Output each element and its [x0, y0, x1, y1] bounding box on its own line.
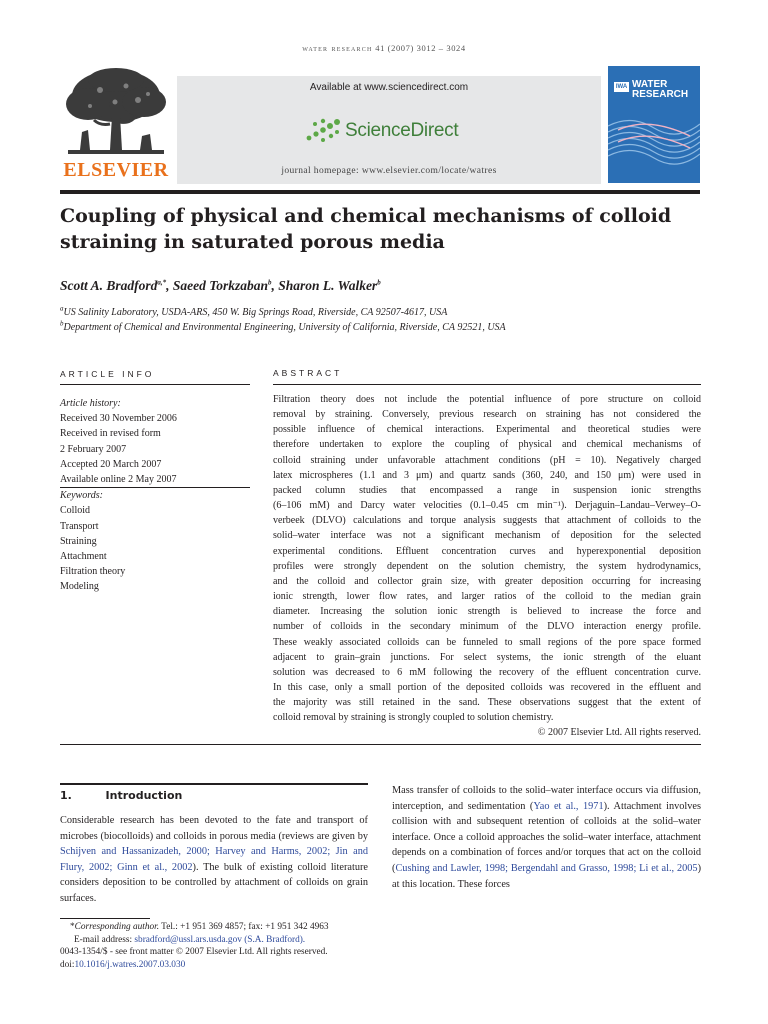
doi-line [60, 959, 380, 972]
abstract-line: In this case, only a small portion of the deposited colloids was recovered in the effluent and [273, 681, 701, 693]
email-note [60, 934, 380, 947]
author-affil-mark: b [268, 278, 272, 287]
keywords-label: Keywords: [60, 490, 103, 502]
citation-link[interactable]: Schijven and Hassanizadeh, 2000; Harvey and Harms, 2002; Jin and Flury, 2002; Ginn et al., 2002 [60, 846, 368, 873]
affiliation-text: US Salinity Laboratory, USDA-ARS, 450 W. Big Springs Road, Riverside, CA 92507-4617, USA [63, 307, 448, 318]
title-line1: Coupling of physical and chemical mechanisms of colloid [60, 205, 672, 227]
author-affil-mark: a,* [157, 278, 167, 287]
abstract-line: possible influence of chemical interactions. Experimental and theoretical studies were [273, 424, 701, 436]
section-heading [60, 789, 182, 802]
header-rule [60, 190, 700, 194]
abstract-line: therefore undertaken to explore the coupling of physical and chemical mechanisms of [273, 439, 701, 451]
author-name: Saeed Torkzaban [172, 278, 269, 293]
publisher-name: ELSEVIER [63, 159, 169, 181]
author-list [60, 278, 700, 294]
abstract-line: solution was decreased to 6 mM following the recovery of the effluent concentration curve. [273, 666, 701, 678]
citation-link[interactable]: Yao et al., 1971 [533, 800, 604, 812]
abstract-line: experimental conditions. Effluent concentration curves and hyperexponential deposition [273, 545, 701, 557]
abstract-line: colloid removal by straining is strongly coupled to solution chemistry. [273, 712, 554, 724]
abstract-line: solid–water interface was not a significant mechanism of deposition for the selected [273, 530, 701, 542]
intro-right-column [392, 783, 701, 892]
keyword: Straining [60, 535, 97, 547]
doi-link[interactable]: 10.1016/j.watres.2007.03.030 [74, 959, 186, 970]
author-name: Scott A. Bradford [60, 278, 158, 293]
affiliation-b [60, 319, 700, 333]
doi-label: doi: [60, 959, 75, 970]
history-item: Available online 2 May 2007 [60, 472, 250, 488]
footnotes [60, 921, 380, 971]
sciencedirect-logo [303, 116, 503, 156]
journal-homepage-link[interactable]: journal homepage: www.elsevier.com/locate/watres [281, 166, 497, 176]
abstract-line: diameter. Increasing the solution ionic strength is believed to increase the force and [273, 606, 701, 618]
abstract-line: colloid straining under unfavorable attachment conditions (pH = 10). Negatively charged [273, 454, 701, 466]
affiliation-mark: a [60, 304, 64, 313]
keyword: Attachment [60, 551, 107, 563]
affiliation-text: Department of Chemical and Environmental Engineering, University of California, Riverside, CA 92521, USA [63, 322, 506, 333]
author-affil-mark: b [377, 278, 381, 287]
available-at-link[interactable]: Available at www.sciencedirect.com [309, 82, 469, 93]
body-text-run: Considerable research has been devoted to the fate and transport of microbes (biocolloids) and colloids in porous media (reviews are given by [60, 815, 368, 842]
abstract-copyright: © 2007 Elsevier Ltd. All rights reserved. [537, 727, 701, 739]
footnote-rule [60, 918, 150, 919]
cover-wave-art [608, 66, 700, 183]
keyword: Transport [60, 520, 99, 532]
tel-fax: Tel.: +1 951 369 4857; fax: +1 951 342 4963 [159, 922, 329, 932]
history-item: Accepted 20 March 2007 [60, 458, 162, 470]
sciencedirect-dots-icon [303, 116, 343, 146]
keyword: Modeling [60, 581, 99, 593]
body-text-run: ). The bulk of existing colloid literature considers deposition to be controlled by attachment of colloids on grain surfaces. [60, 861, 368, 904]
abstract-line: profiles were strongly dependent on the solution chemistry, the system hydrodynamics, [273, 560, 701, 572]
body-text-run: ) at this location. These forces [392, 862, 701, 890]
abstract-line: packed column studies that encompassed a range in suspension ionic strengths [273, 484, 701, 496]
intro-left-column [60, 813, 368, 907]
cover-title-line1: WATER [632, 79, 668, 90]
history-item: Received in revised form [60, 428, 161, 440]
tree-of-knowledge-icon [60, 66, 172, 158]
corresponding-author-note: *Corresponding author. Tel.: +1 951 369 4857; fax: +1 951 342 4963 [70, 922, 329, 932]
abstract-line: and the colloid and collector grain size, with greater deposition occurring for increasing [273, 575, 701, 587]
abstract-rule [273, 384, 701, 385]
sciencedirect-panel [177, 76, 601, 184]
author-separator: , [166, 278, 173, 293]
abstract-line: verbeek (DLVO) calculations and torque analysis suggests that attachment of colloids to the [273, 515, 701, 527]
info-rule [60, 384, 250, 385]
article-title [60, 203, 700, 255]
email-label: E-mail address: [74, 934, 135, 945]
article-info [60, 396, 250, 595]
abstract-body [273, 392, 701, 741]
abstract-line: Filtration theory does not include the potential influence of pore structure on colloid [273, 394, 701, 405]
abstract-line: number of colloids in the secondary minimum of the DLVO interaction energy profile. [273, 621, 701, 633]
body-text-run: ). Attachment involves collision with and subsequent retention of colloids at the solid–water interface. Once a colloid approaches the solid–water interface, attachment depends on a combination of forces and/or torques that act on the colloid ( [392, 800, 701, 874]
elsevier-logo [60, 66, 172, 184]
abstract-end-rule [60, 744, 701, 745]
section-rule [60, 783, 368, 785]
title-line2: straining in saturated porous media [60, 231, 445, 253]
citation-link[interactable]: Cushing and Lawler, 1998; Bergendahl and Grasso, 1998; Li et al., 2005 [395, 862, 698, 874]
body-text-run: Mass transfer of colloids to the solid–water interface occurs via diffusion, interception, and sedimentation ( [392, 785, 701, 812]
keyword: Filtration theory [60, 566, 126, 578]
journal-cover [608, 66, 700, 183]
history-item: Received 30 November 2006 [60, 413, 177, 425]
history-item: 2 February 2007 [60, 443, 127, 455]
abstract-heading: ABSTRACT [273, 368, 343, 378]
affiliation-a [60, 304, 700, 318]
author-separator: , [271, 278, 279, 293]
abstract-line: latex microspheres (1.1 and 3 μm) and quartz sands (360, 240, and 150 μm) were used in [273, 469, 701, 481]
issn-line: 0043-1354/$ - see front matter © 2007 Elsevier Ltd. All rights reserved. [60, 947, 328, 958]
volume-pages: 41 (2007) 3012 – 3024 [375, 43, 466, 53]
running-head [0, 43, 768, 53]
article-info-heading: ARTICLE INFO [60, 369, 155, 379]
journal-name: water research [302, 43, 373, 53]
keyword: Colloid [60, 505, 91, 517]
author-name: Sharon L. Walker [278, 278, 378, 293]
abstract-line: (6–106 mM) and Darcy water velocities (0.1–0.45 cm min⁻¹). Derjaguin–Landau–Verwey–O- [273, 500, 701, 512]
abstract-line: the majority was still retained in the sand. These observations suggest that the extent of [273, 697, 701, 709]
abstract-line: These weakly associated colloids can be funneled to small regions of the pore space formed [273, 636, 701, 648]
history-label: Article history: [60, 398, 121, 409]
sciencedirect-wordmark: ScienceDirect [345, 120, 459, 141]
cover-title-line2: RESEARCH [632, 89, 689, 100]
section-number: 1. [60, 789, 72, 802]
email-link[interactable]: sbradford@ussl.ars.usda.gov (S.A. Bradford). [134, 934, 306, 945]
abstract-line: ionic strength, lower flow rates, and larger ratios of the colloid to the median grain [273, 591, 701, 603]
affiliation-mark: b [60, 319, 64, 328]
corresponding-label: Corresponding author. [74, 922, 160, 932]
abstract-line: removal by straining. Conversely, previous research on straining has not considered the [273, 409, 701, 421]
iwa-badge: IWA [615, 84, 628, 90]
abstract-line: adjacent to grain–grain junctions. For select systems, the ionic strength of the eluant [273, 651, 701, 663]
section-title: Introduction [105, 789, 183, 802]
